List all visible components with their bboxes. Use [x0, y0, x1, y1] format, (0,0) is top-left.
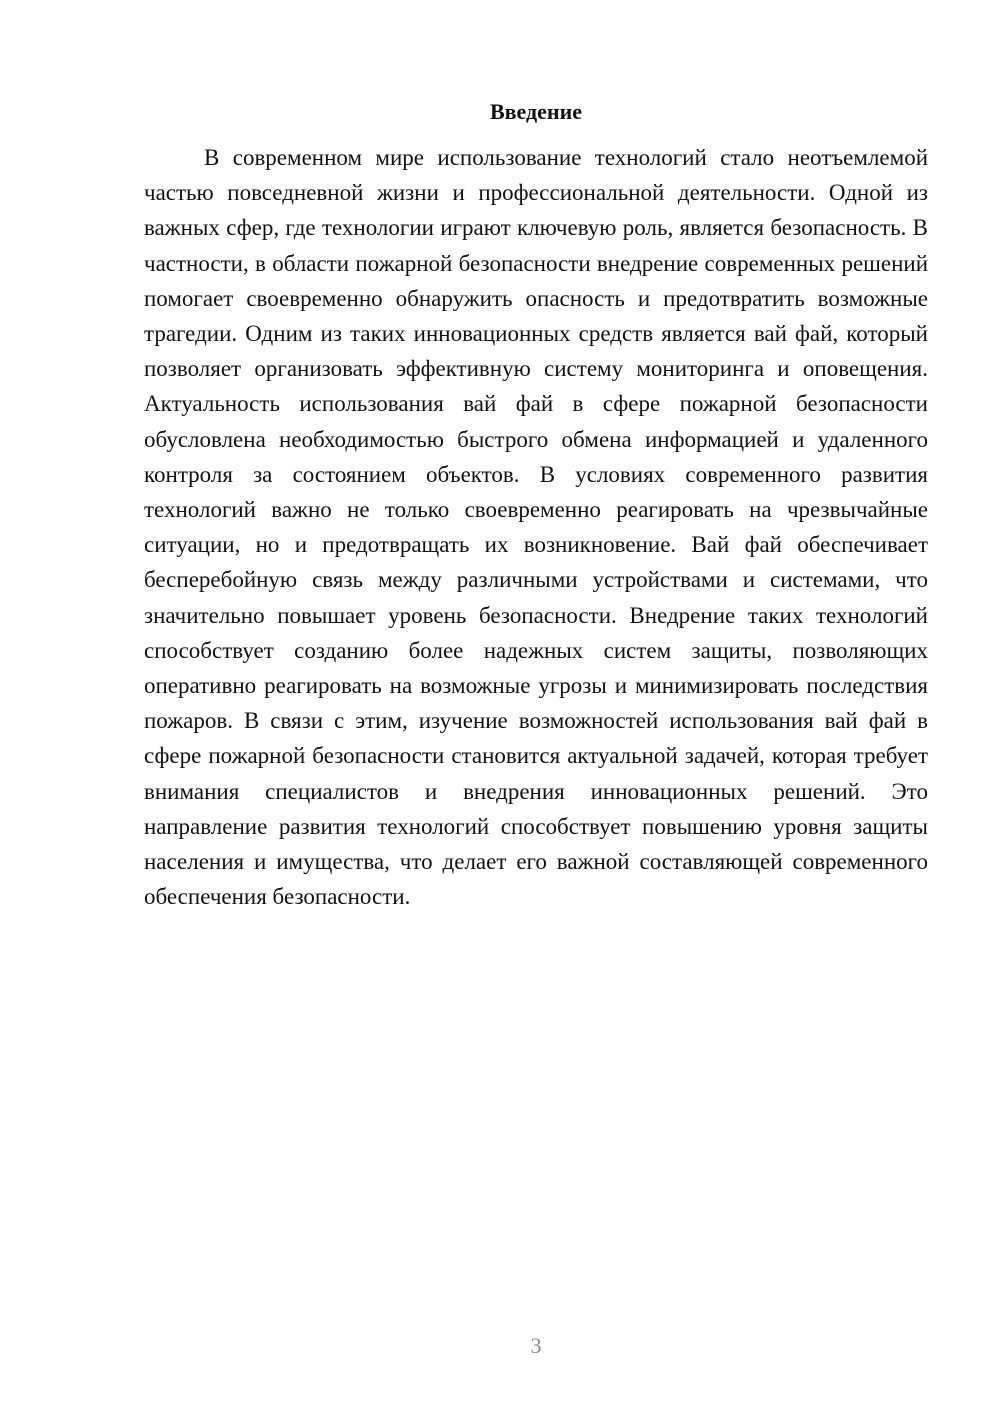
section-heading: Введение	[489, 99, 583, 124]
body-paragraph: В современном мире использование технологий стало неотъемлемой частью повседневной жизни и профессиональной деятельности. Одной из важных сфер, где технологии играют ключевую роль, является безопасность. В частности, в области пожарной безопасности внедрение современных решений помогает своевременно обнаружить опасность и предотвратить возможные трагедии. Одним из таких инновационных средств является вай фай, который позволяет организовать эффективную систему мониторинга и оповещения. Актуальность использования вай фай в сфере пожарной безопасности обусловлена необходимостью быстрого обмена информацией и удаленного контроля за состоянием объектов. В условиях современного развития технологий важно не только своевременно реагировать на чрезвычайные ситуации, но и предотвращать их возникновение. Вай фай обеспечивает бесперебойную связь между различными устройствами и системами, что значительно повышает уровень безопасности. Внедрение таких технологий способствует созданию более надежных систем защиты, позволяющих оперативно реагировать на возможные угрозы и минимизировать последствия пожаров. В связи с этим, изучение возможностей использования вай фай в сфере пожарной безопасности становится актуальной задачей, которая требует внимания специалистов и внедрения инновационных решений. Это направление развития технологий способствует повышению уровня защиты населения и имущества, что делает его важной составляющей современного обеспечения безопасности.	[144, 145, 928, 910]
page-number: 3	[530, 1333, 542, 1358]
